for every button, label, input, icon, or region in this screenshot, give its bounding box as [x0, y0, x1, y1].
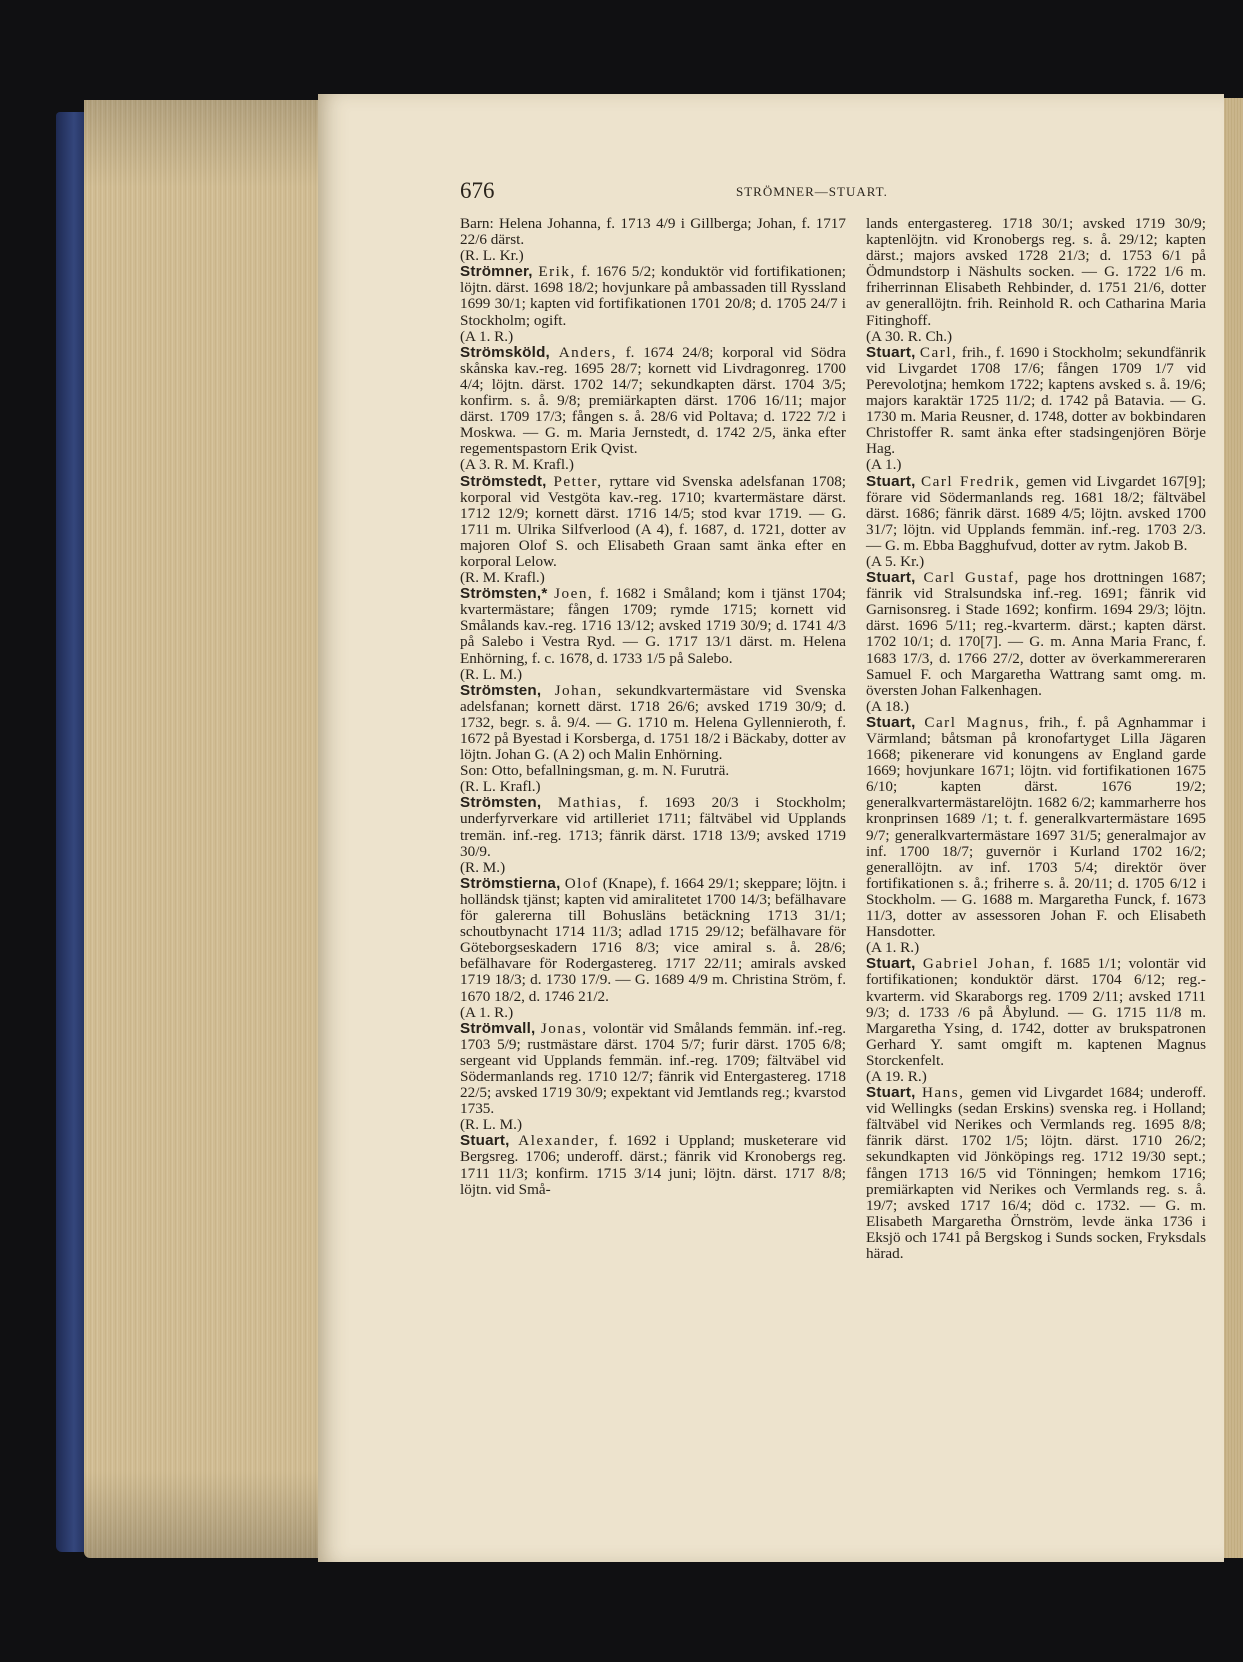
entry-text: sekundkvartermästare vid Svenska adelsfanan; kornett därst. 1718 26/6; avsked 1719 30/9; d. 1732, begr. s. å. 9/4. — G. 1710 m. Helena Gyllennieroth, f. 1672 på Byestad i Korsberga, d. 1751 18/2 i Bäckaby, dotter av löjtn. Johan G. (A 2) och Malin Enhörning. [460, 681, 847, 764]
entry-forename: Carl, [919, 343, 958, 361]
register-entry [460, 474, 846, 571]
entry-text: f. 1674 24/8; korporal vid Södra skånska kav.-reg. 1695 28/7; kornett vid Livdragonreg. 1700 4/4; löjtn. därst. 1702 14/7; sekundkapten därst. 1704 3/5; konfirm. s. å. 9/8; premiärkapten därst. 1706 16/11; major därst. 1709 17/3; fången s. å. 28/6 vid Poltava; d. 1722 7/2 i Moskwa. — G. m. Maria Jernstedt, d. 1742 2/5, änka efter regementspastorn Erik Qvist. [460, 343, 846, 458]
entry-forename: Hans, [921, 1084, 965, 1102]
entry-source: (R. L. M.) [460, 1116, 523, 1134]
entry-surname: Stuart, [866, 472, 916, 490]
entry-source: (R. L. Kr.) [460, 247, 524, 265]
entry-source: (A 1.) [866, 456, 902, 474]
entry-text: page hos drottningen 1687; fänrik vid Stralsundska inf.-reg. 1691; fänrik vid Garnisonsreg. i Stade 1692; konfirm. 1694 29/3; löjtn. därst. 1696 5/11; reg.-kvarterm. därst.; kapten därst. 1702 10/1; d. 170[7]. — G. m. Anna Maria Franc, f. 1683 17/3, d. 1766 27/2, dotter av överkammereraren Samuel F. och Margaretha Wattrang samt omg. m. översten Johan Falkenhagen. [866, 569, 1207, 699]
entry-text: volontär vid Smålands femmän. inf.-reg. 1703 5/9; rustmästare därst. 1704 5/7; furir därst. 1705 6/8; sergeant vid Upplands femmän. inf.-reg. 1709; fältväbel vid Södermanlands reg. 1710 12/7; fänrik vid Entergastereg. 1718 22/5; avsked 1719 30/9; expektant vid Jemtlands reg.; kvarstod 1735. [460, 1019, 847, 1118]
entry-source: (R. M.) [460, 858, 506, 876]
entry-source: (R. L. Krafl.) [460, 778, 541, 796]
entry-surname: Strömsten, [460, 794, 542, 812]
entry-source: (A 3. R. M. Krafl.) [460, 456, 574, 474]
entry-surname: Stuart, [866, 713, 916, 731]
register-entry [866, 216, 1206, 329]
register-entry [866, 1085, 1206, 1262]
register-entry [460, 1133, 846, 1197]
register-entry [460, 216, 846, 248]
register-entry [460, 345, 846, 458]
register-entry [460, 683, 846, 763]
entry-surname: Strömsköld, [460, 343, 550, 361]
register-entry [460, 264, 846, 328]
entry-text: f. 1676 5/2; konduktör vid fortifikationen; löjtn. därst. 1698 18/2; hovjunkare på ambassaden till Ryssland 1699 30/1; kapten vid fortifikationen 1701 20/8; d. 1705 24/7 i Stockholm; ogift. [460, 263, 847, 329]
register-entry [460, 586, 846, 666]
entry-surname: Stuart, [460, 1132, 510, 1150]
entry-text: f. 1682 i Småland; kom i tjänst 1704; kvartermästare; fången 1709; rymde 1715; kornett vid Smålands kav.-reg. 1716 13/12; avsked 1719 30/9; d. 1741 4/3 på Salebo i Vestra Ryd. — G. 1717 13/1 därst. m. Helena Enhörning, f. c. 1678, d. 1733 1/5 på Salebo. [460, 585, 846, 667]
entry-text: (Knape), f. 1664 29/1; skeppare; löjtn. i holländsk tjänst; kapten vid amiralitetet 1700 14/3; befälhavare för galererna till Bohusläns betäckning 1713 31/1; schoutbynacht 1714 11/3; adlad 1715 29/12; befälhavare för Göteborgseskadern 1716 8/3; vice amiral s. å. 28/6; befälhavare för Rodergastereg. 1717 22/11; amirals avsked 1719 18/3; d. 1730 17/9. — G. 1689 4/9 m. Christina Ström, f. 1670 18/2, d. 1746 21/2. [460, 874, 847, 1005]
entry-surname: Stuart, [866, 569, 916, 587]
entry-surname: Strömstierna, [460, 874, 561, 892]
page-edges [84, 100, 324, 1558]
entry-text: f. 1685 1/1; volontär vid fortifikationen; konduktör därst. 1704 6/12; reg.-kvarterm. vid Skaraborgs reg. 1709 2/11; avsked 1711 9/3; d. 1733 /6 på Åbylund. — G. 1715 11/8 m. Margaretha Ysing, d. 1742, dotter av brukspatronen Gerhard Y. samt omgift m. kaptenen Magnus Storckenfelt. [866, 955, 1206, 1069]
running-head: STRÖMNER—STUART. [736, 184, 888, 199]
entry-source: (R. M. Krafl.) [460, 569, 545, 587]
entry-source: (A 1. R.) [460, 327, 514, 345]
entry-source: (R. L. M.) [460, 665, 523, 683]
entry-forename: Gabriel Johan, [922, 955, 1037, 973]
entry-forename: Petter, [553, 472, 603, 490]
entry-source: (A 18.) [866, 697, 910, 715]
entry-forename: Joen, [554, 585, 594, 603]
page-number: 676 [460, 178, 495, 203]
entry-forename: Alexander, [518, 1132, 600, 1150]
entry-source: (A 5. Kr.) [866, 552, 925, 570]
entry-source: (A 19. R.) [866, 1067, 927, 1085]
entry-text: f. 1692 i Uppland; musketerare vid Bergsreg. 1706; underoff. därst.; fänrik vid Kronobergs reg. 1711 11/3; konfirm. 1715 3/14 juni; löjtn. därst. 1717 8/8; löjtn. vid Små- [460, 1132, 846, 1198]
entry-kin: Son: Otto, befallningsman, g. m. N. Furuträ. [460, 762, 730, 780]
entry-text: ryttare vid Svenska adelsfanan 1708; korporal vid Vestgöta kav.-reg. 1710; kvartermästare därst. 1712 12/9; kornett därst. 1716 14/5; stod kvar 1719. — G. 1711 m. Ulrika Silfverlood (A 4), f. 1687, d. 1721, dotter av majoren Olof S. och Elisabeth Graan samt änka efter en korporal Lelow. [460, 472, 847, 570]
entry-text: frih., f. på Agnhammar i Värmland; båtsman på kronofartyget Lilla Jägaren 1668; pikenerare vid konungens av England garde 1669; hovjunkare 1671; löjtn. vid fortifikationen 1675 6/10; kapten därst. 1676 19/2; generalkvartermästarelöjtn. 1682 6/2; kammarherre hos kronprinsen 1689 /1; t. f. generalkvartermästare 1695 9/7; generalkvartermästare 1697 31/5; generalmajor av inf. 1700 18/7; guvernör i Kurland 1702 16/2; generallöjtn. av inf. 1703 5/4; direktör över fortifikationen s. å.; friherre s. å. 20/11; d. 1705 6/12 i Stockholm. — G. 1688 m. Margaretha Funck, f. 1673 11/3, dotter av assessoren Johan F. och Elisabeth Hansdotter. [866, 713, 1207, 941]
entry-surname: Stuart, [866, 955, 916, 973]
right-page-edge [1224, 98, 1243, 1558]
entry-text: f. 1693 20/3 i Stockholm; underfyrverkare vid artilleriet 1711; fältväbel vid Upplands tremän. inf.-reg. 1713; fänrik därst. 1718 13/9; avsked 1719 30/9. [460, 794, 847, 860]
register-entry [866, 715, 1206, 940]
entry-surname: Strömsten, [460, 681, 542, 699]
entry-text: gemen vid Livgardet 167[9]; förare vid Södermanlands reg. 1681 18/2; fältväbel därst. 1686; fänrik därst. 1689 4/5; löjtn. avsked 1700 31/7; löjtn. vid Upplands femmän. inf.-reg. 1703 2/3. — G. m. Ebba Bagghufvud, dotter av rytm. Jakob B. [866, 472, 1207, 554]
entry-surname: Strömstedt, [460, 472, 547, 490]
entry-surname: Stuart, [866, 1084, 916, 1102]
register-entry [866, 345, 1206, 458]
right-column [866, 216, 1206, 1262]
left-column [460, 216, 846, 1198]
entry-forename: Olof [564, 874, 599, 892]
entry-surname: Stuart, [866, 343, 916, 361]
entry-forename: Mathias, [557, 794, 623, 812]
register-entry [866, 570, 1206, 699]
register-entry [460, 795, 846, 859]
entry-forename: Anders, [558, 343, 617, 361]
entry-forename: Carl Fredrik, [920, 472, 1021, 490]
entry-surname: Strömsten,* [460, 585, 548, 603]
entry-surname: Strömner, [460, 263, 533, 281]
entry-source: (A 1. R.) [460, 1003, 514, 1021]
entry-text: gemen vid Livgardet 1684; underoff. vid Wellingks (sedan Erskins) svenska reg. i Holland; fältväbel vid Nerikes och Vermlands reg. 1695 8/8; fänrik därst. 1702 1/5; löjtn. därst. 1710 26/2; sekundkapten vid Jönköpings reg. 1712 19/30 sept.; fången 1713 16/5 vid Tönningen; hemkom 1716; premiärkapten vid Nerikes och Vermlands reg. s. å. 19/7; avsked 1717 16/4; död c. 1732. — G. m. Elisabeth Margaretha Örnström, levde änka 1736 i Eksjö och 1741 på Bergskog i Sunds socken, Fryksdals härad. [866, 1084, 1207, 1262]
entry-forename: Carl Gustaf, [923, 569, 1020, 587]
entry-source: (A 1. R.) [866, 939, 920, 957]
entry-forename: Carl Magnus, [924, 713, 1030, 731]
entry-text: frih., f. 1690 i Stockholm; sekundfänrik vid Livgardet 1708 17/6; fången 1709 1/7 vid Perevolotjna; hemkom 1722; kaptens avsked s. å. 19/6; majors karaktär 1725 11/2; d. 1742 på Batavia. — G. 1730 m. Maria Reusner, d. 1748, dotter av bokbindaren Christoffer R. samt änka efter stadsingenjören Börje Hag. [866, 343, 1207, 458]
register-entry [866, 474, 1206, 554]
entry-source: (A 30. R. Ch.) [866, 327, 953, 345]
register-entry [460, 1021, 846, 1118]
entry-surname: Strömvall, [460, 1019, 536, 1037]
register-entry [866, 956, 1206, 1069]
register-entry [460, 876, 846, 1005]
book-page [318, 94, 1224, 1562]
entry-forename: Erik, [538, 263, 576, 281]
book-cover [56, 112, 86, 1552]
entry-forename: Jonas, [540, 1019, 588, 1037]
entry-text: Barn: Helena Johanna, f. 1713 4/9 i Gillberga; Johan, f. 1717 22/6 därst. [460, 215, 846, 249]
entry-text: lands entergastereg. 1718 30/1; avsked 1719 30/9; kaptenlöjtn. vid Kronobergs reg. s. å. 29/12; kapten därst.; majors avsked 1728 21/3; d. 1753 6/1 på Ödmundstorp i Näshults socken. — G. 1722 1/6 m. friherrinnan Elisabeth Rehbinder, d. 1751 21/6, dotter av generallöjtn. frih. Reinhold R. och Catharina Maria Fitinghoff. [866, 215, 1206, 329]
entry-forename: Johan, [554, 681, 603, 699]
